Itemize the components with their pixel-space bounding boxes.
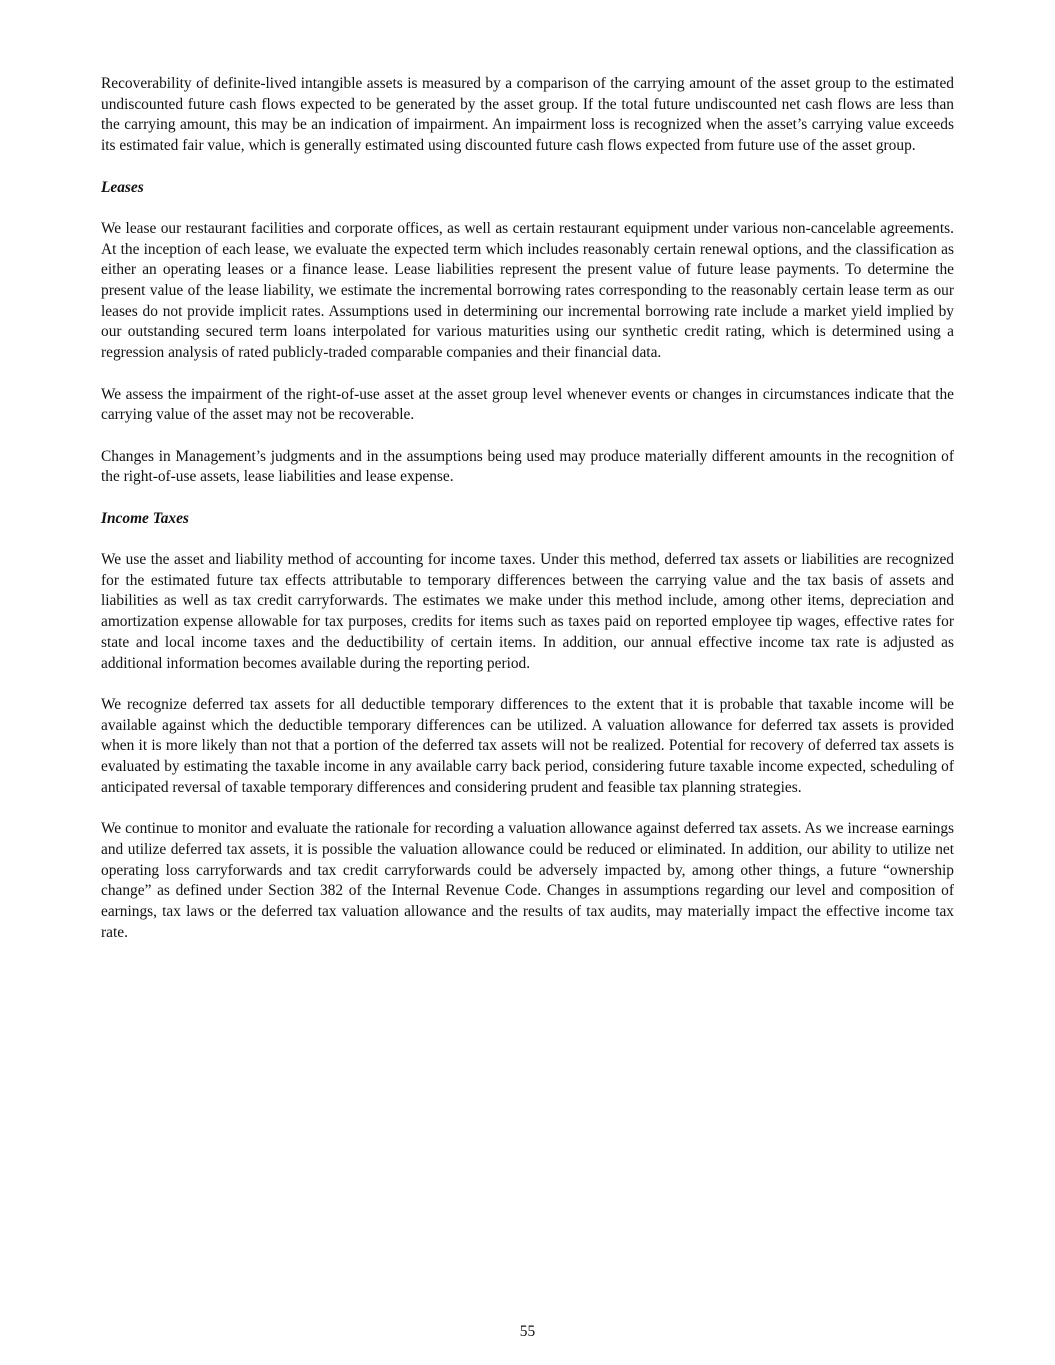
paragraph-income-taxes-deferred-assets: We recognize deferred tax assets for all deductible temporary differences to the extent that it is probable that taxable income will be available against which the deductible temporary differences can be utilized. A valuation allowance for deferred tax assets is provided when it is more likely than not that a portion of the deferred tax assets will not be realized. Potential for recovery of deferred tax assets is evaluated by estimating the taxable income in any available carry back period, considering future taxable income expected, scheduling of anticipated reversal of taxable temporary differences and considering prudent and feasible tax planning strategies.	[101, 695, 954, 796]
paragraph-income-taxes-method: We use the asset and liability method of accounting for income taxes. Under this method, deferred tax assets or liabilities are recognized for the estimated future tax effects attributable to temporary differences between the carrying value and the tax basis of assets and liabilities as well as tax credit carryforwards. The estimates we make under this method include, among other items, depreciation and amortization expense allowable for tax purposes, credits for items such as taxes paid on reported employee tip wages, effective rates for state and local income taxes and the deductibility of certain items. In addition, our annual effective income tax rate is adjusted as additional information becomes available during the reporting period.	[101, 551, 954, 672]
paragraph-intangible-assets-recoverability: Recoverability of definite-lived intangible assets is measured by a comparison of the carrying amount of the asset group to the estimated undiscounted future cash flows expected to be generated by the asset group. If the total future undiscounted net cash flows are less than the carrying amount, this may be an indication of impairment. An impairment loss is recognized when the asset’s carrying value exceeds its estimated fair value, which is generally estimated using discounted future cash flows expected from future use of the asset group.	[101, 75, 954, 155]
paragraph-income-taxes-valuation-allowance: We continue to monitor and evaluate the rationale for recording a valuation allowance against deferred tax assets. As we increase earnings and utilize deferred tax assets, it is possible the valuation allowance could be reduced or eliminated. In addition, our ability to utilize net operating loss carryforwards and tax credit carryforwards could be adversely impacted by, among other things, a future “ownership change” as defined under Section 382 of the Internal Revenue Code. Changes in assumptions regarding our level and composition of earnings, tax laws or the deferred tax valuation allowance and the results of tax audits, may materially impact the effective income tax rate.	[101, 820, 954, 941]
page-number: 55	[519, 1323, 536, 1340]
section-heading-income-taxes: Income Taxes	[101, 509, 189, 527]
paragraph-leases-accounting: We lease our restaurant facilities and corporate offices, as well as certain restaurant equipment under various non-cancelable agreements. At the inception of each lease, we evaluate the expected term which includes reasonably certain renewal options, and the classification as either an operating leases or a finance lease. Lease liabilities represent the present value of future lease payments. To determine the present value of the lease liability, we estimate the incremental borrowing rates corresponding to the reasonably certain lease term as our leases do not provide implicit rates. Assumptions used in determining our incremental borrowing rate include a market yield implied by our outstanding secured term loans interpolated for various maturities using our synthetic credit rating, which is determined using a regression analysis of rated publicly-traded comparable companies and their financial data.	[101, 219, 954, 362]
paragraph-leases-impairment: We assess the impairment of the right-of-use asset at the asset group level whenever events or changes in circumstances indicate that the carrying value of the asset may not be recoverable.	[101, 385, 954, 424]
page-content	[101, 74, 954, 964]
paragraph-leases-judgments: Changes in Management’s judgments and in the assumptions being used may produce materially different amounts in the recognition of the right-of-use assets, lease liabilities and lease expense.	[101, 447, 954, 486]
section-heading-leases: Leases	[101, 178, 144, 196]
